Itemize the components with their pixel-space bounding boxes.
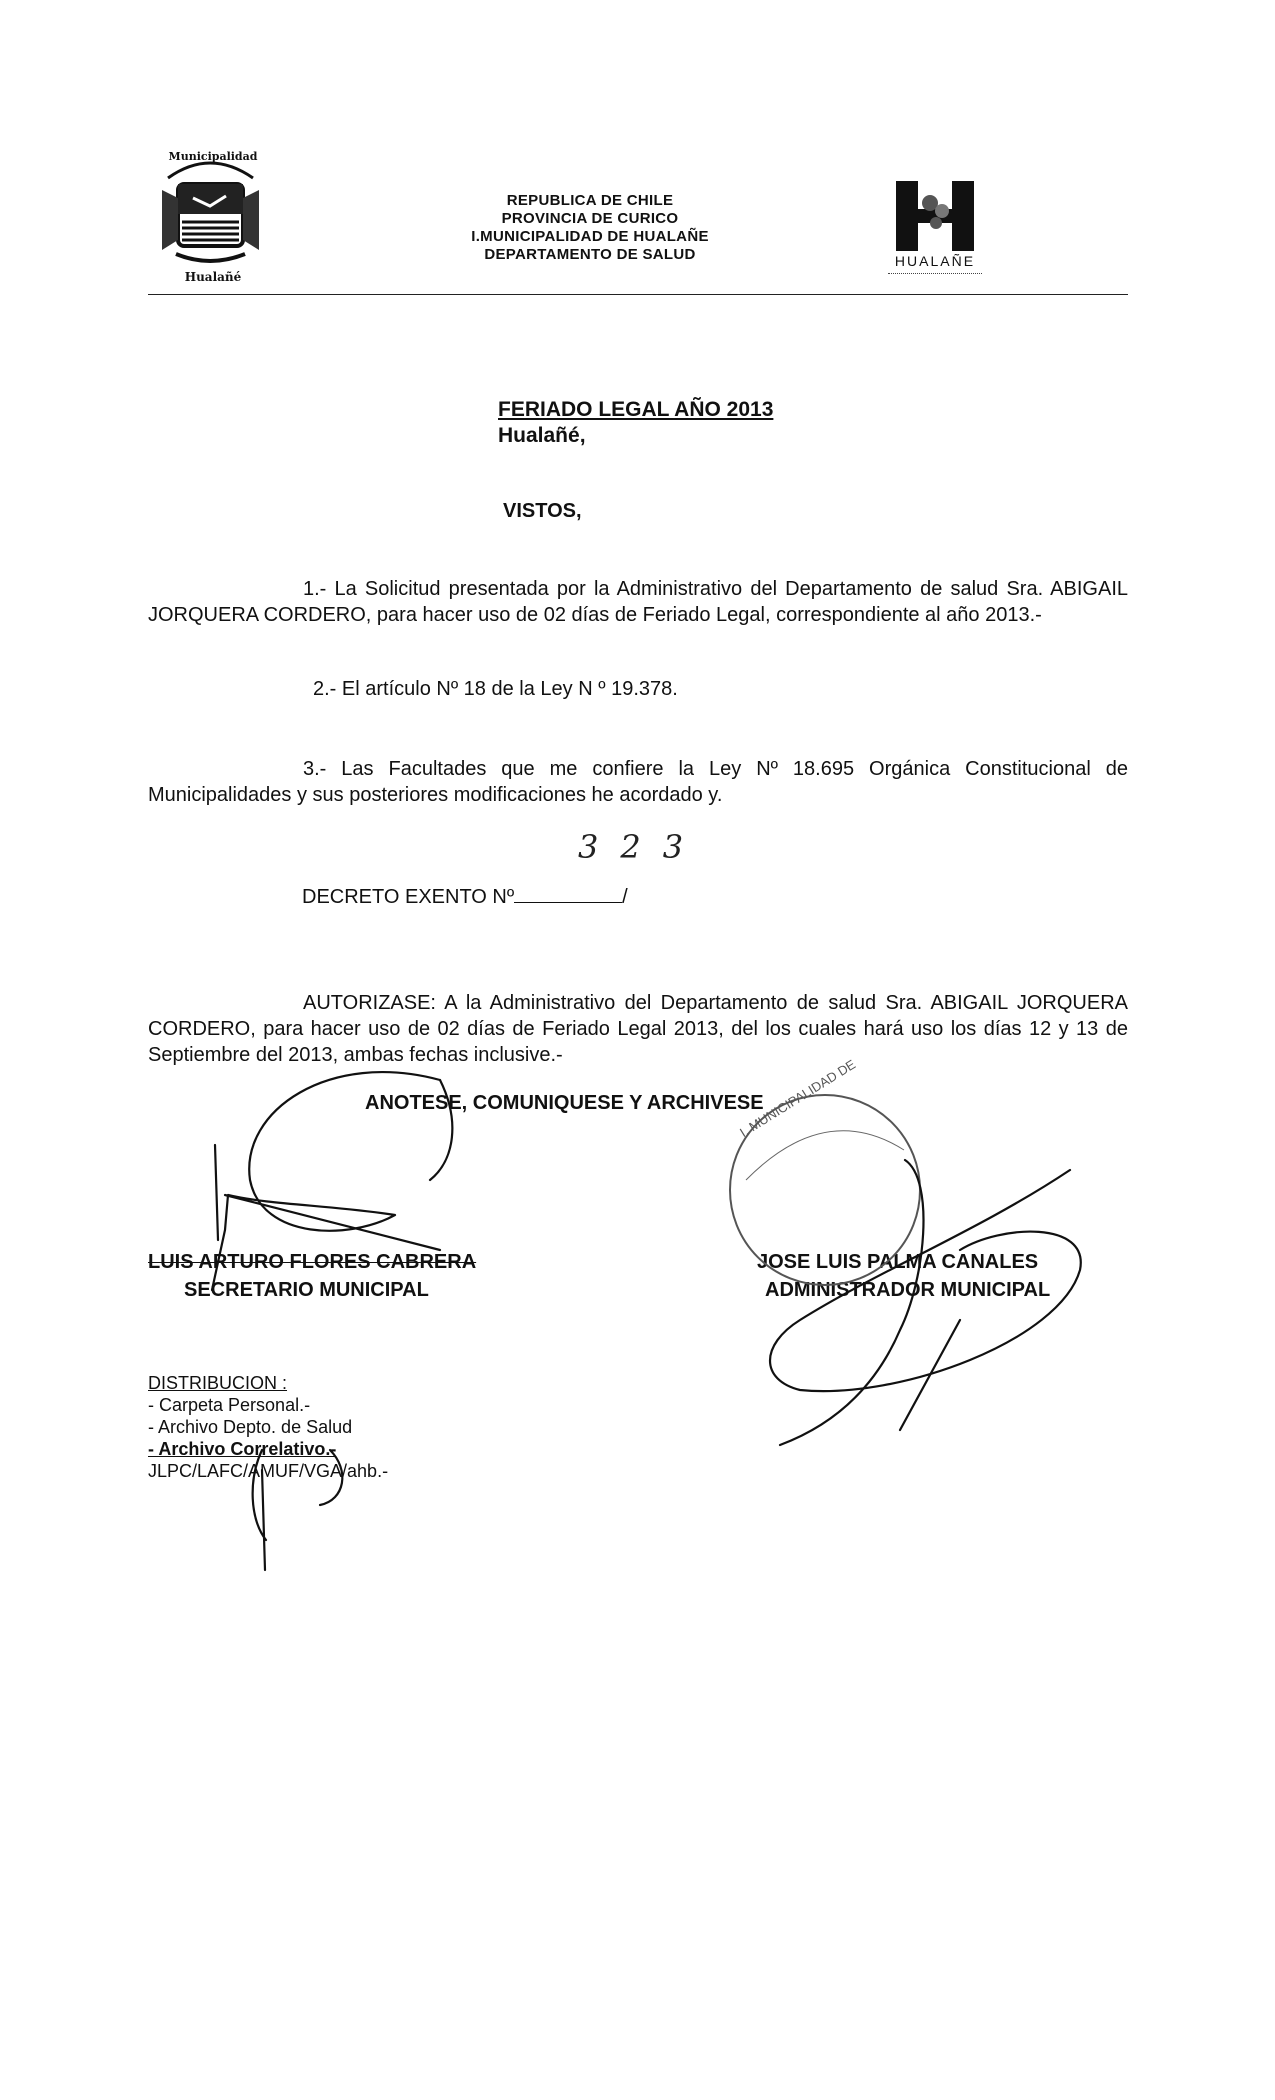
- distribution-correlativo: - Archivo Correlativo.-: [148, 1439, 337, 1459]
- stamp-text: I. MUNICIPALIDAD DE: [737, 1056, 859, 1140]
- right-signatory-title: ADMINISTRADOR MUNICIPAL: [765, 1279, 1051, 1301]
- left-logo-caption-bottom: Hualañé: [184, 270, 242, 284]
- authorization-paragraph: AUTORIZASE: A la Administrativo del Departamento de salud Sra. ABIGAIL JORQUERA CORDERO, para hacer uso de 02 días de Feriado Legal 2013, del los cuales hará uso los días 12 y 13 de Septiembre del 2013, ambas fechas inclusive.-: [148, 992, 1128, 1066]
- decree-label: DECRETO EXENTO Nº: [302, 886, 515, 908]
- distribution-initials: JLPC/LAFC/AMUF/VGA/ahb.-: [148, 1461, 389, 1481]
- closing-formula: ANOTESE, COMUNIQUESE Y ARCHIVESE: [365, 1092, 764, 1114]
- header-line-3: I.MUNICIPALIDAD DE HUALAÑE: [471, 228, 709, 245]
- left-signatory-title: SECRETARIO MUNICIPAL: [184, 1279, 429, 1301]
- header-line-1: REPUBLICA DE CHILE: [506, 192, 674, 209]
- decree-slash: /: [622, 886, 628, 908]
- left-signatory-name: LUIS ARTURO FLORES CABRERA: [148, 1251, 477, 1273]
- distribution-item-1: - Carpeta Personal.-: [148, 1395, 311, 1415]
- handwritten-decree-number: 323: [578, 828, 706, 866]
- distribution-heading: DISTRIBUCION :: [148, 1373, 288, 1393]
- left-logo-caption-top: Municipalidad: [168, 150, 258, 163]
- header-line-2: PROVINCIA DE CURICO: [501, 210, 679, 227]
- considerando-item-3: 3.- Las Facultades que me confiere la Ley Nº 18.695 Orgánica Constitucional de Municipalidades y sus posteriores modificaciones he acordado y.: [148, 758, 1128, 806]
- considerando-item-2: 2.- El artículo Nº 18 de la Ley N º 19.378.: [313, 678, 678, 700]
- distribution-block: [148, 1372, 388, 1482]
- title-line-2: Hualañé,: [498, 424, 586, 447]
- header-line-4: DEPARTAMENTO DE SALUD: [484, 246, 696, 263]
- title-line-1: FERIADO LEGAL AÑO 2013: [498, 398, 774, 421]
- right-signatory-name: JOSE LUIS PALMA CANALES: [757, 1251, 1039, 1273]
- vistos-heading: VISTOS,: [503, 500, 582, 522]
- considerando-item-1: 1.- La Solicitud presentada por la Administrativo del Departamento de salud Sra. ABIGAIL JORQUERA CORDERO, para hacer uso de 02 días de Feriado Legal, correspondiente al año 2013.-: [148, 578, 1128, 626]
- right-logo-name: HUALAÑE: [894, 253, 976, 269]
- distribution-item-2: - Archivo Depto. de Salud: [148, 1417, 353, 1437]
